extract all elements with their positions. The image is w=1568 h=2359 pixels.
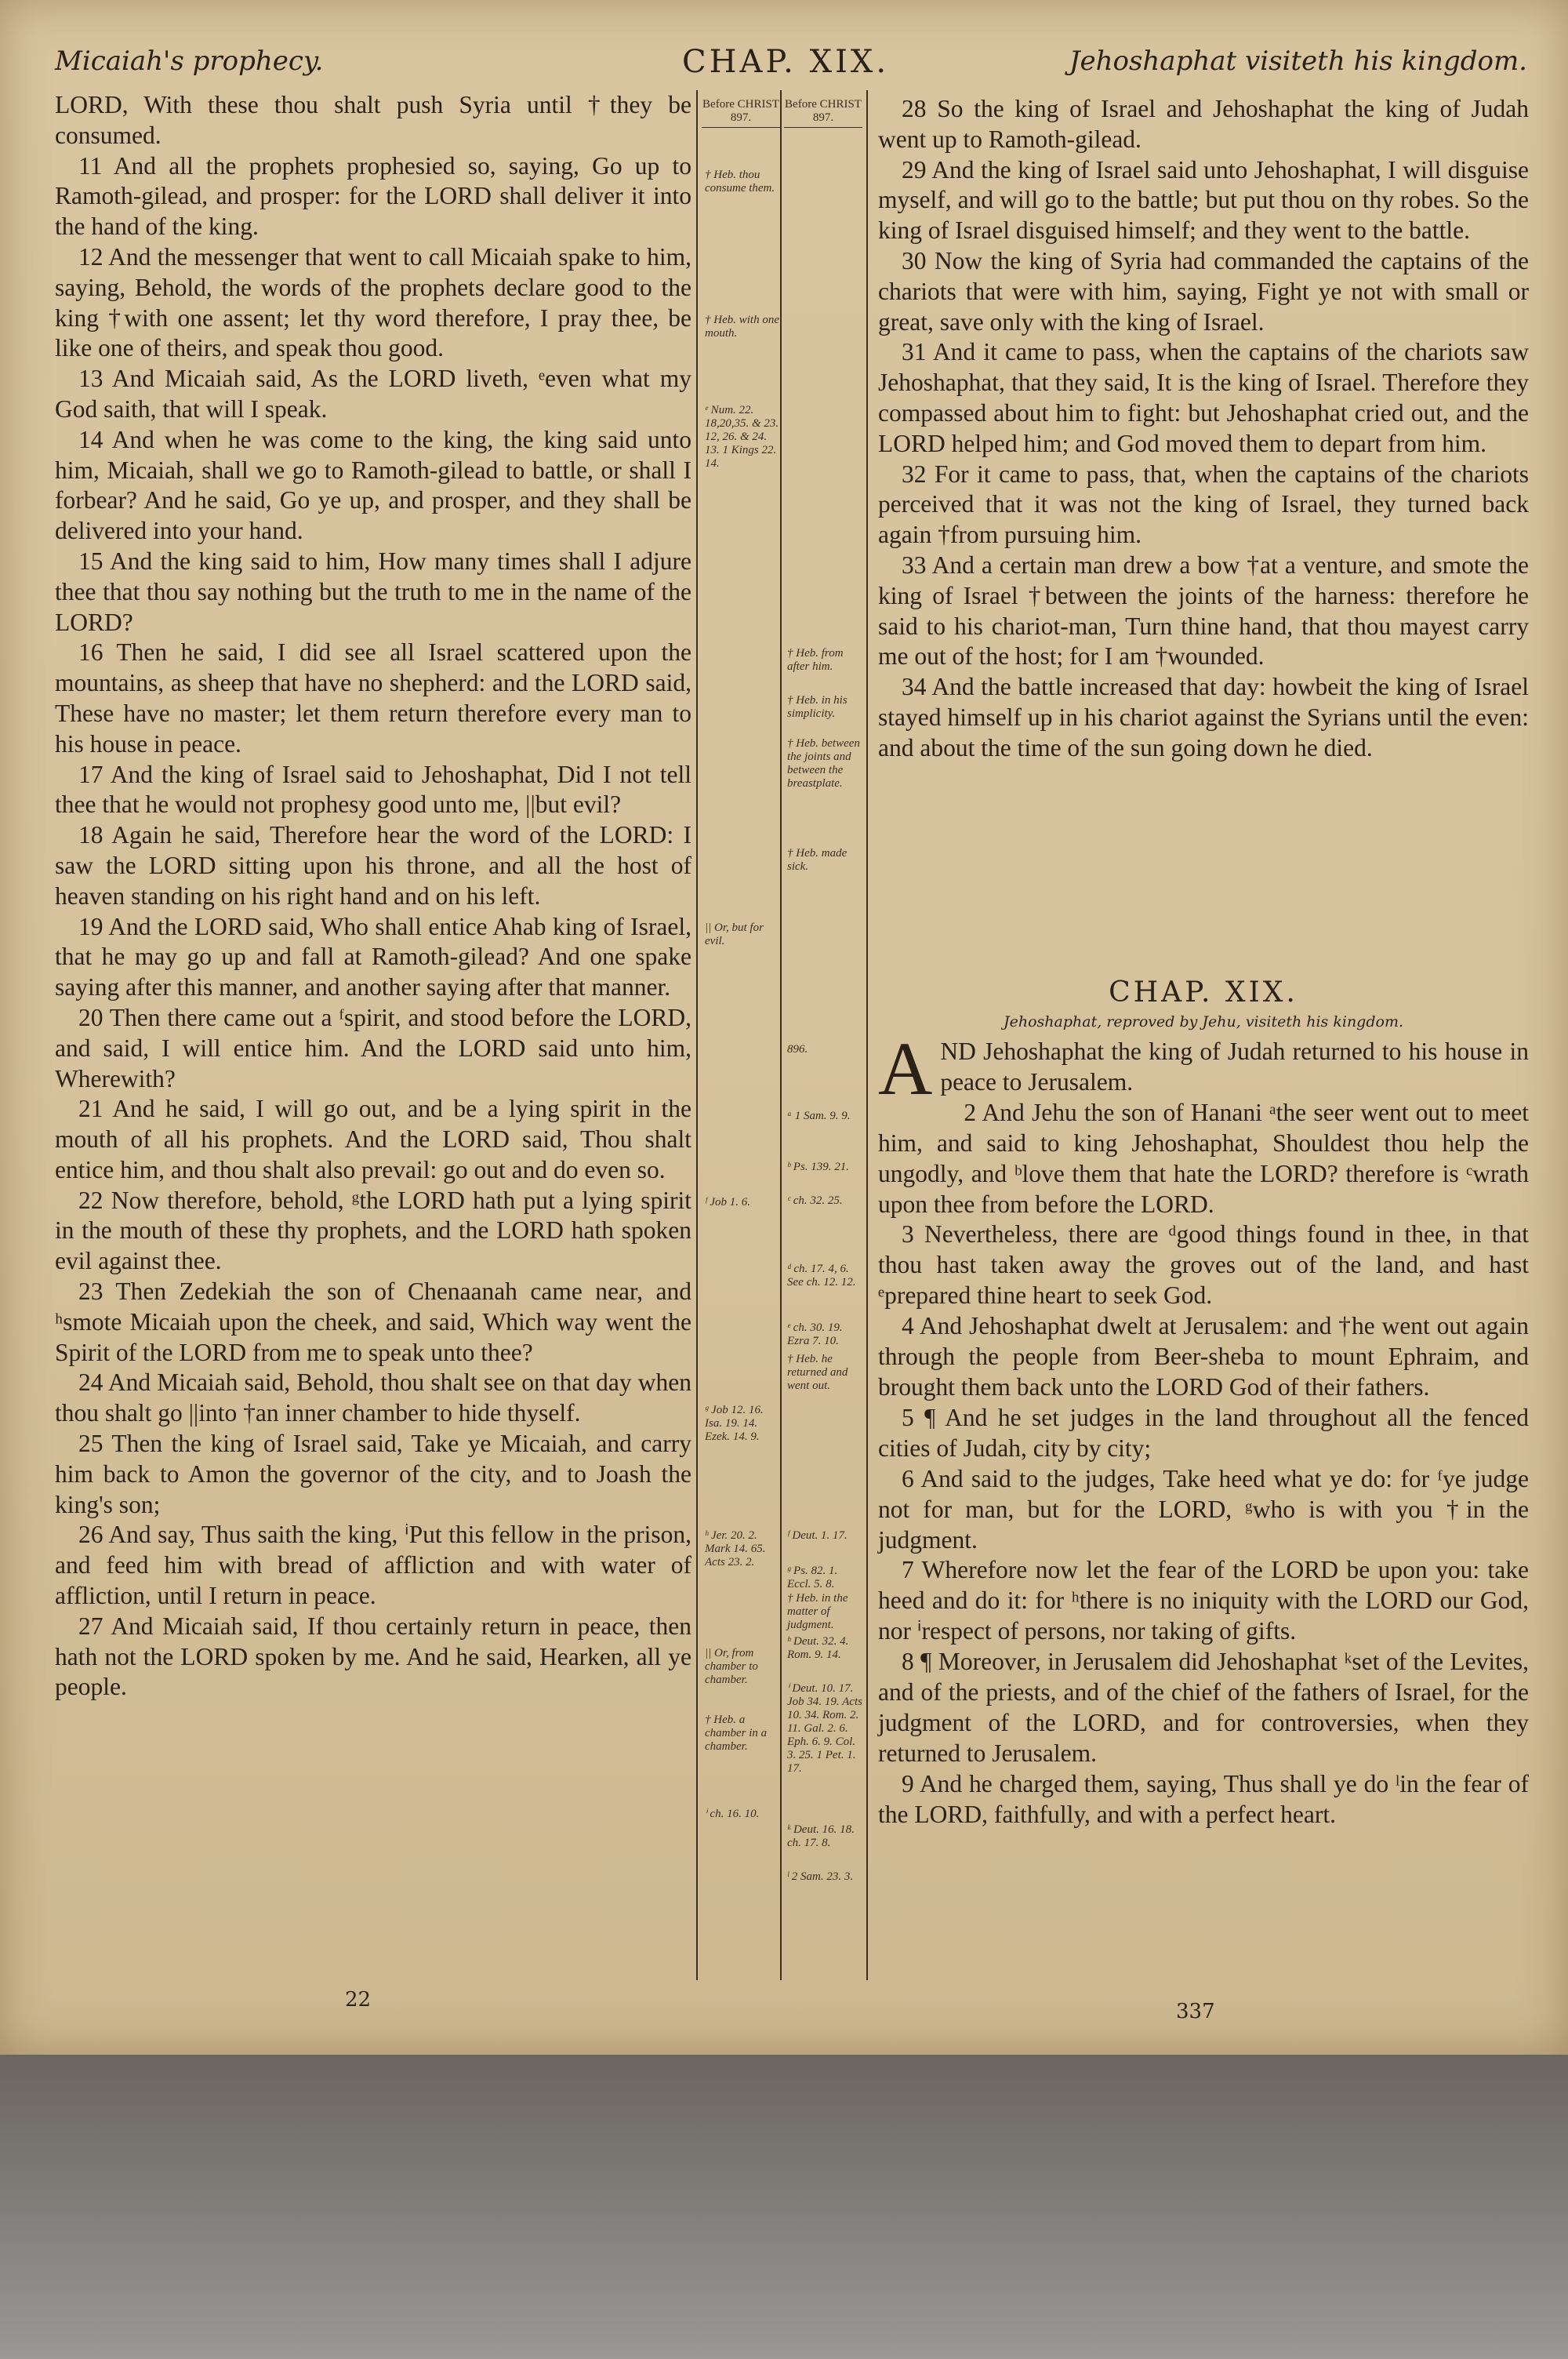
verse-21: 21 And he said, I will go out, and be a lying spirit in the mouth of all his prophets. And the LORD said, Thou shalt entice him, and thou shalt also prevail: go out and do even so.	[55, 1095, 691, 1183]
verse-28: 28 So the king of Israel and Jehoshaphat the king of Judah went up to Ramoth-gilead.	[878, 95, 1529, 153]
verse-17: 17 And the king of Israel said to Jehoshaphat, Did I not tell thee that he would not prophesy good unto me, ||but evil?	[55, 760, 691, 819]
verse-23: 23 Then Zedekiah the son of Chenaanah came near, and ʰsmote Micaiah upon the cheek, and said, Which way went the Spirit of the LORD from me to speak unto thee?	[55, 1278, 691, 1366]
verse-24: 24 And Micaiah said, Behold, thou shalt see on that day when thou shalt go ||into †an inner chamber to hide thyself.	[55, 1369, 691, 1427]
margin-note: † Heb. thou consume them.	[705, 169, 775, 194]
margin-note: ᵈ ch. 17. 4, 6. See ch. 12. 12.	[787, 1263, 856, 1289]
margin-note: † Heb. he returned and went out.	[787, 1353, 848, 1392]
verse-6: 6 And said to the judges, Take heed what ye do: for ᶠye judge not for man, but for the LORD, ᵍwho is with you †in the judgment.	[878, 1464, 1529, 1554]
verse-15: 15 And the king said to him, How many times shall I adjure thee that thou say nothing but the truth to me in the name of the LORD?	[55, 547, 691, 636]
verse-11: 11 And all the prophets prophesied so, saying, Go up to Ramoth-gilead, and prosper: for the LORD shall deliver it into the hand of the king.	[55, 151, 691, 241]
left-text-column	[55, 90, 691, 1703]
column-rule	[696, 90, 698, 1980]
margin-note: † Heb. from after him.	[787, 647, 844, 673]
drop-cap: A	[878, 1027, 933, 1110]
margin-note: ⁱ ch. 16. 10.	[705, 1808, 760, 1820]
margin-date-head: Before CHRIST 897.	[702, 98, 780, 128]
verse-13: 13 And Micaiah said, As the LORD liveth, ᵉeven what my God saith, that will I speak.	[55, 365, 691, 423]
margin-note: † Heb. in his simplicity.	[787, 694, 848, 720]
margin-note: ᶠ Job 1. 6.	[705, 1196, 751, 1209]
margin-note: ᶠ Deut. 1. 17.	[787, 1529, 848, 1542]
verse-5: 5 ¶ And he set judges in the land throughout all the fenced cities of Judah, city by city;	[878, 1403, 1529, 1462]
right-text-column	[878, 94, 1529, 764]
verse-20: 20 Then there came out a ᶠspirit, and stood before the LORD, and said, I will entice him. And the LORD said unto him, Wherewith?	[55, 1003, 691, 1092]
margin-notes-right	[784, 98, 862, 1980]
verse-14: 14 And when he was come to the king, the king said unto him, Micaiah, shall we go to Ramoth-gilead to battle, or shall I forbear? And he said, Go ye up, and prosper, and they shall be delivered into your hand.	[55, 425, 691, 545]
margin-note: ⁱ Deut. 10. 17. Job 34. 19. Acts 10. 34. Rom. 2. 11. Gal. 2. 6. Eph. 6. 9. Col. 3. 25. 1 Pet. 1. 17.	[787, 1682, 862, 1775]
verse-31: 31 And it came to pass, when the captains of the chariots saw Jehoshaphat, that they said, It is the king of Israel. Therefore they compassed about him to fight: but Jehoshaphat cried out, and the LORD helped him; and God moved them to depart from him.	[878, 338, 1529, 457]
margin-note: ʰ Jer. 20. 2. Mark 14. 65. Acts 23. 2.	[705, 1529, 766, 1568]
verse-16: 16 Then he said, I did see all Israel scattered upon the mountains, as sheep that have no shepherd: and the LORD said, These have no master; let them return therefore every man to his house in peace.	[55, 638, 691, 758]
column-rule	[866, 90, 868, 1980]
verse-18: 18 Again he said, Therefore hear the word of the LORD: I saw the LORD sitting upon his throne, and all the host of heaven standing on his right hand and on his left.	[55, 821, 691, 910]
margin-note: † Heb. made sick.	[787, 847, 848, 873]
margin-notes-left	[702, 98, 780, 1980]
running-head	[0, 45, 1568, 85]
verse-26: 26 And say, Thus saith the king, ⁱPut this fellow in the prison, and feed him with bread of affliction and with water of affliction, until I return in peace.	[55, 1521, 691, 1610]
verse-29: 29 And the king of Israel said unto Jehoshaphat, I will disguise myself, and will go to the battle; but put thou on thy robes. So the king of Israel disguised himself; and they went to the battle.	[878, 155, 1529, 245]
margin-note: † Heb. a chamber in a chamber.	[705, 1714, 768, 1753]
verse-32: 32 For it came to pass, that, when the captains of the chariots perceived that it was not the king of Israel, they turned back again †from pursuing him.	[878, 460, 1529, 549]
chapter-summary: Jehoshaphat, reproved by Jehu, visiteth his kingdom.	[1003, 1013, 1403, 1030]
verse-19: 19 And the LORD said, Who shall entice Ahab king of Israel, that he may go up and fall at Ramoth-gilead? And one spake saying after this manner, and another saying after that manner.	[55, 912, 691, 1001]
table-surface	[0, 2055, 1568, 2359]
margin-note: † Heb. between the joints and between the breastplate.	[787, 737, 860, 790]
verse-1-text: ND Jehoshaphat the king of Judah returned to his house in peace to Jerusalem.	[940, 1038, 1529, 1096]
verse-9: 9 And he charged them, saying, Thus shall ye do ˡin the fear of the LORD, faithfully, and with a perfect heart.	[878, 1769, 1529, 1828]
column-rule	[780, 90, 782, 1980]
verse-34: 34 And the battle increased that day: howbeit the king of Israel stayed himself up in his chariot against the Syrians until the even: and about the time of the sun going down he died.	[878, 673, 1529, 761]
verse-2: 2 And Jehu the son of Hanani ᵃthe seer went out to meet him, and said to king Jehoshaphat, Shouldest thou help the ungodly, and ᵇlove them that hate the LORD? therefore is ᶜwrath upon thee from before the LORD.	[878, 1098, 1529, 1218]
margin-note: ᵏ Deut. 16. 18. ch. 17. 8.	[787, 1823, 855, 1849]
margin-note: ᵍ Job 12. 16. Isa. 19. 14. Ezek. 14. 9.	[705, 1404, 764, 1443]
margin-date-head: Before CHRIST 897.	[784, 98, 862, 128]
verse-3: 3 Nevertheless, there are ᵈgood things found in thee, in that thou hast taken away the groves out of the land, and hast ᵉprepared thine heart to seek God.	[878, 1220, 1529, 1310]
margin-note: ʰ Deut. 32. 4. Rom. 9. 14.	[787, 1635, 849, 1661]
margin-note: ᵇ Ps. 139. 21.	[787, 1161, 850, 1173]
verse-22: 22 Now therefore, behold, ᵍthe LORD hath put a lying spirit in the mouth of these thy prophets, and the LORD hath spoken evil against thee.	[55, 1186, 691, 1275]
page-number-left: 22	[345, 1988, 372, 2012]
running-head-left: Micaiah's prophecy.	[55, 45, 324, 77]
running-head-right: Jehoshaphat visiteth his kingdom.	[1069, 45, 1527, 77]
chapter-19-text	[878, 1027, 1529, 1830]
margin-note: † Heb. with one mouth.	[705, 314, 779, 340]
margin-note: 896.	[787, 1043, 808, 1056]
verse-30: 30 Now the king of Syria had commanded the captains of the chariots that were with him, saying, Fight ye not with small or great, save only with the king of Israel.	[878, 246, 1529, 336]
verse-12: 12 And the messenger that went to call Micaiah spake to him, saying, Behold, the words of the prophets declare good to the king †with one assent; let thy word therefore, I pray thee, be like one of theirs, and speak thou good.	[55, 242, 691, 362]
margin-note: ᵉ ch. 30. 19. Ezra 7. 10.	[787, 1321, 843, 1347]
running-head-chapter: CHAP. XIX.	[682, 44, 890, 80]
margin-note: ᵍ Ps. 82. 1. Eccl. 5. 8.	[787, 1565, 838, 1590]
verse-text: LORD, With these thou shalt push Syria until †they be consumed.	[55, 91, 691, 149]
verse-1	[878, 1027, 1529, 1110]
verse-4: 4 And Jehoshaphat dwelt at Jerusalem: and †he went out again through the people from Beer-sheba to mount Ephraim, and brought them back unto the LORD God of their fathers.	[878, 1312, 1529, 1401]
verse-27: 27 And Micaiah said, If thou certainly return in peace, then hath not the LORD spoken by me. And he said, Hearken, all ye people.	[55, 1612, 691, 1701]
margin-note: ˡ 2 Sam. 23. 3.	[787, 1870, 854, 1883]
verse-8: 8 ¶ Moreover, in Jerusalem did Jehoshaphat ᵏset of the Levites, and of the priests, and of the chief of the fathers of Israel, for the judgment of the LORD, and for controversies, when they returned to Jerusalem.	[878, 1648, 1529, 1767]
margin-note: † Heb. in the matter of judgment.	[787, 1592, 848, 1631]
verse-7: 7 Wherefore now let the fear of the LORD be upon you: take heed and do it: for ʰthere is no iniquity with the LORD our God, nor ⁱrespect of persons, nor taking of gifts.	[878, 1556, 1529, 1645]
margin-note: ᶜ ch. 32. 25.	[787, 1194, 843, 1207]
margin-note: || Or, but for evil.	[705, 921, 764, 947]
margin-note: ᵃ 1 Sam. 9. 9.	[787, 1110, 851, 1122]
margin-note: || Or, from chamber to chamber.	[705, 1647, 758, 1686]
chapter-heading: CHAP. XIX.	[1109, 976, 1298, 1009]
verse-25: 25 Then the king of Israel said, Take ye Micaiah, and carry him back to Amon the governor of the city, and to Joash the king's son;	[55, 1430, 691, 1518]
verse-33: 33 And a certain man drew a bow †at a venture, and smote the king of Israel †between the joints of the harness: therefore he said to his chariot-man, Turn thine hand, that thou mayest carry me out of the host; for I am †wounded.	[878, 551, 1529, 671]
page-number-right: 337	[1176, 2000, 1215, 2023]
margin-note: ᵉ Num. 22. 18,20,35. & 23. 12, 26. & 24. 13. 1 Kings 22. 14.	[705, 404, 779, 470]
